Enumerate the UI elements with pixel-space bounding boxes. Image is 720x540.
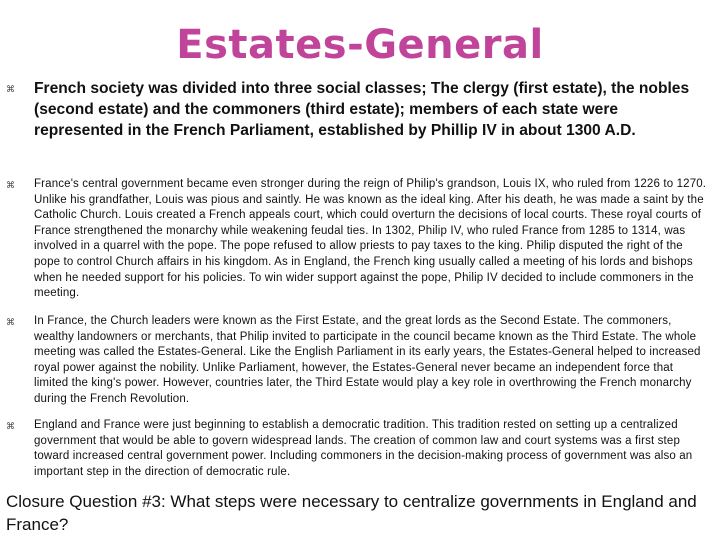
bullet-icon: ⌘ <box>6 421 15 431</box>
bullet-text-4: England and France were just beginning to establish a democratic tradition. This tradition rested on setting up a centralized government that would be able to govern widespread lands. The creation of common law and court systems was a first step toward increased central government power. Including commoners in the decision-making process of government was also an important step in the direction of democratic rule. <box>34 419 693 478</box>
bullet-icon: ⌘ <box>6 317 15 327</box>
bullet-icon: ⌘ <box>6 84 15 94</box>
slide-title: Estates-General <box>176 22 544 68</box>
bullet-text-1: French society was divided into three social classes; The clergy (first estate), the nobles (second estate) and the commoners (third estate); members of each state were represented in the French Parliament, established by Phillip IV in about 1300 A.D. <box>34 80 690 139</box>
bullet-text-2: France's central government became even stronger during the reign of Philip's grandson, Louis IX, who ruled from 1226 to 1270. Unlike his grandfather, Louis was pious and saintly. He was known as the ideal king. After his death, he was made a saint by the Catholic Church. Louis created a French appeals court, which could overturn the decisions of local courts. These royal courts of France strengthened the monarchy while weakening feudal ties. In 1302, Philip IV, who ruled France from 1285 to 1314, was involved in a quarrel with the pope. The pope refused to allow priests to pay taxes to the king. Philip disputed the right of the pope to control Church affairs in his kingdom. As in England, the French king usually called a meeting of his lords and bishops when he needed support for his policies. To win wider support against the pope, Philip IV decided to include commoners in the meeting. <box>34 178 707 300</box>
bullet-icon: ⌘ <box>6 180 15 190</box>
closure-question: Closure Question #3: What steps were necessary to centralize governments in England and France? <box>6 492 697 534</box>
bullet-text-3: In France, the Church leaders were known as the First Estate, and the great lords as the Second Estate. The commoners, wealthy landowners or merchants, that Philip invited to participate in the council became known as the Third Estate. The whole meeting was called the Estates-General. Like the English Parliament in its early years, the Estates-General helped to increased royal power against the nobility. Unlike Parliament, however, the Estates-General never became an independent force that limited the king's power. However, countries later, the Third Estate would play a key role in overthrowing the French monarchy during the French Revolution. <box>34 315 701 405</box>
